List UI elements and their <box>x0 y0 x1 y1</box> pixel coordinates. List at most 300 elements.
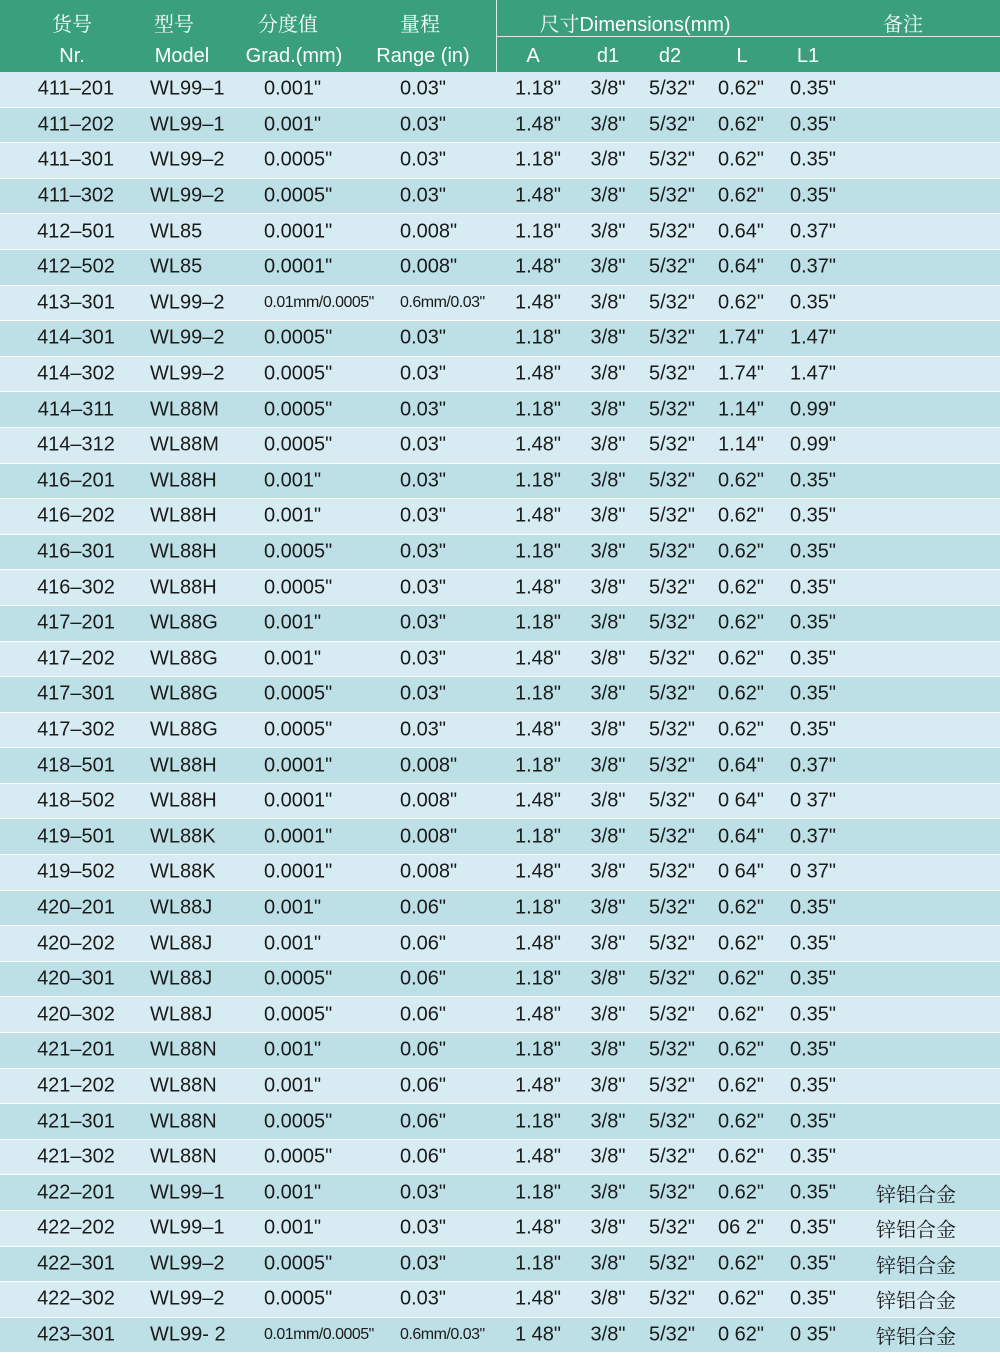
header-model-en: Model <box>154 45 210 67</box>
cell-a: 1.48" <box>514 932 562 955</box>
cell-l: 0.62" <box>717 611 765 634</box>
cell-d2: 5/32" <box>648 255 696 278</box>
cell-grad: 0.0005" <box>264 682 333 705</box>
cell-l1: 0.35" <box>789 1074 837 1097</box>
cell-a: 1.18" <box>514 682 562 705</box>
cell-l: 0.62" <box>717 540 765 563</box>
cell-a: 1.18" <box>514 220 562 243</box>
cell-d1: 3/8" <box>590 113 626 136</box>
cell-l1: 0.35" <box>789 718 837 741</box>
cell-l1: 0.35" <box>789 113 837 136</box>
cell-grad: 0.01mm/0.0005" <box>264 293 374 311</box>
cell-grad: 0.001" <box>264 113 322 136</box>
table-row <box>0 464 1000 500</box>
cell-d1: 3/8" <box>590 398 626 421</box>
table-row <box>0 926 1000 962</box>
cell-l1: 0.35" <box>789 291 837 314</box>
cell-l1: 0.35" <box>789 1110 837 1133</box>
cell-d1: 3/8" <box>590 469 626 492</box>
cell-d2: 5/32" <box>648 148 696 171</box>
cell-grad: 0.0001" <box>264 860 333 883</box>
cell-l1: 0.35" <box>789 1287 837 1310</box>
header-model-cn: 型号 <box>154 14 194 36</box>
table-row <box>0 108 1000 144</box>
cell-l1: 0.35" <box>789 896 837 919</box>
cell-nr: 416–301 <box>37 540 115 563</box>
cell-d1: 3/8" <box>590 825 626 848</box>
cell-l1: 0.35" <box>789 77 837 100</box>
cell-a: 1.18" <box>514 1038 562 1061</box>
cell-l: 0.62" <box>717 148 765 171</box>
cell-d1: 3/8" <box>590 1287 626 1310</box>
cell-nr: 422–201 <box>37 1181 115 1204</box>
cell-range: 0.03" <box>400 576 447 599</box>
table-row <box>0 286 1000 322</box>
table-row <box>0 784 1000 820</box>
table-row <box>0 1211 1000 1247</box>
cell-model: WL88N <box>150 1038 217 1061</box>
cell-grad: 0.001" <box>264 1074 322 1097</box>
table-row <box>0 606 1000 642</box>
cell-grad: 0.001" <box>264 611 322 634</box>
cell-l: 0.62" <box>717 1287 765 1310</box>
cell-note: 锌铝合金 <box>876 1290 956 1313</box>
cell-nr: 411–202 <box>37 113 115 136</box>
table-row <box>0 1069 1000 1105</box>
table-row <box>0 357 1000 393</box>
table-row <box>0 392 1000 428</box>
cell-l1: 0 37" <box>789 789 837 812</box>
cell-d1: 3/8" <box>590 1216 626 1239</box>
cell-a: 1.18" <box>514 611 562 634</box>
cell-d1: 3/8" <box>590 255 626 278</box>
cell-range: 0.03" <box>400 1216 447 1239</box>
cell-model: WL88H <box>150 469 217 492</box>
cell-model: WL88J <box>150 932 213 955</box>
cell-l: 0.62" <box>717 504 765 527</box>
cell-l1: 0 37" <box>789 860 837 883</box>
cell-range: 0.06" <box>400 1145 447 1168</box>
cell-grad: 0.0005" <box>264 184 333 207</box>
cell-l: 0.64" <box>717 220 765 243</box>
cell-l: 0.62" <box>717 184 765 207</box>
cell-range: 0.06" <box>400 1038 447 1061</box>
table-row <box>0 1318 1000 1354</box>
cell-range: 0.03" <box>400 647 447 670</box>
cell-model: WL88K <box>150 860 216 883</box>
cell-l1: 0 35" <box>789 1323 837 1346</box>
cell-l1: 0.35" <box>789 1145 837 1168</box>
cell-d2: 5/32" <box>648 504 696 527</box>
cell-l: 0.62" <box>717 113 765 136</box>
cell-range: 0.008" <box>400 789 458 812</box>
table-row <box>0 179 1000 215</box>
cell-d1: 3/8" <box>590 896 626 919</box>
cell-a: 1.48" <box>514 504 562 527</box>
cell-range: 0.03" <box>400 184 447 207</box>
cell-d2: 5/32" <box>648 1323 696 1346</box>
cell-range: 0.03" <box>400 398 447 421</box>
table-row <box>0 962 1000 998</box>
cell-range: 0.03" <box>400 362 447 385</box>
table-row <box>0 891 1000 927</box>
cell-l: 0.62" <box>717 1145 765 1168</box>
cell-a: 1.18" <box>514 1181 562 1204</box>
cell-d2: 5/32" <box>648 1252 696 1275</box>
cell-range: 0.03" <box>400 77 447 100</box>
cell-nr: 420–201 <box>37 896 115 919</box>
cell-d2: 5/32" <box>648 1145 696 1168</box>
cell-a: 1.48" <box>514 1145 562 1168</box>
cell-model: WL99–1 <box>150 113 225 136</box>
cell-a: 1.48" <box>514 362 562 385</box>
cell-l1: 0.35" <box>789 611 837 634</box>
table-row <box>0 855 1000 891</box>
cell-range: 0.6mm/0.03" <box>400 1326 485 1344</box>
cell-a: 1.18" <box>514 398 562 421</box>
cell-range: 0.03" <box>400 682 447 705</box>
cell-a: 1.18" <box>514 754 562 777</box>
cell-grad: 0.001" <box>264 1181 322 1204</box>
cell-l: 0.62" <box>717 896 765 919</box>
cell-model: WL85 <box>150 220 203 243</box>
cell-d2: 5/32" <box>648 860 696 883</box>
cell-a: 1.48" <box>514 1074 562 1097</box>
cell-model: WL88H <box>150 540 217 563</box>
cell-grad: 0.001" <box>264 77 322 100</box>
table-row <box>0 997 1000 1033</box>
cell-l: 0.62" <box>717 1038 765 1061</box>
cell-d1: 3/8" <box>590 682 626 705</box>
cell-a: 1.48" <box>514 860 562 883</box>
cell-d2: 5/32" <box>648 184 696 207</box>
cell-d1: 3/8" <box>590 1110 626 1133</box>
cell-d1: 3/8" <box>590 1252 626 1275</box>
cell-l1: 0.35" <box>789 1216 837 1239</box>
cell-d1: 3/8" <box>590 504 626 527</box>
cell-l: 0.64" <box>717 754 765 777</box>
table-row <box>0 677 1000 713</box>
cell-grad: 0.0001" <box>264 789 333 812</box>
cell-l1: 0.99" <box>789 398 837 421</box>
cell-a: 1.48" <box>514 433 562 456</box>
cell-model: WL88J <box>150 1003 213 1026</box>
cell-range: 0.06" <box>400 1074 447 1097</box>
cell-model: WL88H <box>150 754 217 777</box>
header-nr-cn: 货号 <box>52 14 92 36</box>
cell-a: 1.18" <box>514 1252 562 1275</box>
cell-nr: 417–302 <box>37 718 115 741</box>
cell-d1: 3/8" <box>590 932 626 955</box>
cell-grad: 0.0005" <box>264 967 333 990</box>
cell-a: 1.48" <box>514 789 562 812</box>
cell-nr: 419–501 <box>37 825 115 848</box>
table-row <box>0 143 1000 179</box>
cell-a: 1.18" <box>514 967 562 990</box>
cell-grad: 0.0005" <box>264 433 333 456</box>
cell-l1: 0.35" <box>789 647 837 670</box>
cell-nr: 411–301 <box>37 148 115 171</box>
cell-a: 1.48" <box>514 184 562 207</box>
cell-l: 0 62" <box>717 1323 765 1346</box>
cell-model: WL85 <box>150 255 203 278</box>
cell-l: 0 64" <box>717 789 765 812</box>
cell-l: 0.62" <box>717 469 765 492</box>
cell-nr: 412–501 <box>37 220 115 243</box>
cell-d1: 3/8" <box>590 1003 626 1026</box>
table-row <box>0 1247 1000 1283</box>
cell-d2: 5/32" <box>648 469 696 492</box>
cell-nr: 414–301 <box>37 326 115 349</box>
cell-l: 0.62" <box>717 932 765 955</box>
table-row <box>0 713 1000 749</box>
cell-range: 0.03" <box>400 540 447 563</box>
cell-l: 1.14" <box>717 433 765 456</box>
cell-range: 0.008" <box>400 860 458 883</box>
cell-note: 锌铝合金 <box>876 1219 956 1242</box>
cell-l: 0.62" <box>717 1181 765 1204</box>
cell-nr: 417–201 <box>37 611 115 634</box>
cell-d2: 5/32" <box>648 1110 696 1133</box>
cell-model: WL88N <box>150 1074 217 1097</box>
cell-nr: 420–202 <box>37 932 115 955</box>
cell-range: 0.03" <box>400 504 447 527</box>
cell-model: WL99–1 <box>150 1216 225 1239</box>
cell-l: 06 2" <box>717 1216 765 1239</box>
cell-l: 0.64" <box>717 255 765 278</box>
cell-grad: 0.0005" <box>264 1145 333 1168</box>
cell-nr: 419–502 <box>37 860 115 883</box>
cell-model: WL99–2 <box>150 362 225 385</box>
cell-d2: 5/32" <box>648 611 696 634</box>
cell-range: 0.06" <box>400 896 447 919</box>
cell-grad: 0.0005" <box>264 576 333 599</box>
cell-grad: 0.0005" <box>264 1003 333 1026</box>
cell-l1: 0.35" <box>789 469 837 492</box>
cell-d1: 3/8" <box>590 184 626 207</box>
cell-l1: 0.35" <box>789 576 837 599</box>
cell-nr: 418–502 <box>37 789 115 812</box>
cell-grad: 0.01mm/0.0005" <box>264 1326 374 1344</box>
cell-l1: 0.35" <box>789 932 837 955</box>
cell-range: 0.03" <box>400 433 447 456</box>
cell-l1: 0.35" <box>789 967 837 990</box>
cell-l: 0.62" <box>717 1074 765 1097</box>
cell-grad: 0.001" <box>264 504 322 527</box>
cell-d2: 5/32" <box>648 932 696 955</box>
table-header <box>0 0 1000 72</box>
cell-model: WL88J <box>150 967 213 990</box>
cell-l: 0.62" <box>717 647 765 670</box>
table-row <box>0 72 1000 108</box>
cell-d2: 5/32" <box>648 1038 696 1061</box>
cell-note: 锌铝合金 <box>876 1255 956 1278</box>
cell-grad: 0.0005" <box>264 398 333 421</box>
cell-d2: 5/32" <box>648 540 696 563</box>
cell-l1: 0.99" <box>789 433 837 456</box>
cell-d2: 5/32" <box>648 967 696 990</box>
header-d1: d1 <box>596 45 620 67</box>
cell-d1: 3/8" <box>590 326 626 349</box>
table-row <box>0 642 1000 678</box>
cell-model: WL88K <box>150 825 216 848</box>
cell-a: 1.18" <box>514 77 562 100</box>
cell-model: WL88M <box>150 433 219 456</box>
table-row <box>0 1033 1000 1069</box>
cell-nr: 422–301 <box>37 1252 115 1275</box>
cell-model: WL88M <box>150 398 219 421</box>
cell-a: 1.18" <box>514 469 562 492</box>
cell-d1: 3/8" <box>590 1323 626 1346</box>
cell-nr: 416–202 <box>37 504 115 527</box>
cell-l1: 0.35" <box>789 1038 837 1061</box>
header-nr-en: Nr. <box>59 45 85 67</box>
cell-nr: 417–301 <box>37 682 115 705</box>
cell-nr: 414–312 <box>37 433 115 456</box>
cell-d1: 3/8" <box>590 754 626 777</box>
cell-l1: 0.37" <box>789 825 837 848</box>
cell-d1: 3/8" <box>590 148 626 171</box>
cell-d1: 3/8" <box>590 1181 626 1204</box>
cell-range: 0.6mm/0.03" <box>400 293 485 311</box>
cell-model: WL99- 2 <box>150 1323 226 1346</box>
table-row <box>0 499 1000 535</box>
table-row <box>0 1140 1000 1176</box>
cell-range: 0.03" <box>400 1287 447 1310</box>
cell-a: 1.18" <box>514 896 562 919</box>
cell-a: 1.18" <box>514 1110 562 1133</box>
cell-l: 0.62" <box>717 291 765 314</box>
cell-grad: 0.001" <box>264 1038 322 1061</box>
cell-l1: 0.35" <box>789 504 837 527</box>
cell-range: 0.03" <box>400 326 447 349</box>
cell-range: 0.06" <box>400 1110 447 1133</box>
cell-model: WL88G <box>150 718 218 741</box>
cell-l: 1.74" <box>717 326 765 349</box>
cell-d2: 5/32" <box>648 1003 696 1026</box>
cell-nr: 416–302 <box>37 576 115 599</box>
cell-grad: 0.0001" <box>264 825 333 848</box>
cell-d1: 3/8" <box>590 789 626 812</box>
cell-d1: 3/8" <box>590 718 626 741</box>
cell-range: 0.03" <box>400 611 447 634</box>
cell-l1: 1.47" <box>789 326 837 349</box>
cell-nr: 422–302 <box>37 1287 115 1310</box>
cell-model: WL88G <box>150 611 218 634</box>
cell-grad: 0.0005" <box>264 718 333 741</box>
cell-l1: 0.35" <box>789 1252 837 1275</box>
cell-a: 1.18" <box>514 825 562 848</box>
cell-d2: 5/32" <box>648 1074 696 1097</box>
cell-d2: 5/32" <box>648 326 696 349</box>
cell-nr: 421–302 <box>37 1145 115 1168</box>
cell-nr: 420–301 <box>37 967 115 990</box>
cell-nr: 418–501 <box>37 754 115 777</box>
cell-range: 0.008" <box>400 754 458 777</box>
cell-d2: 5/32" <box>648 77 696 100</box>
cell-a: 1 48" <box>514 1323 562 1346</box>
cell-d2: 5/32" <box>648 789 696 812</box>
cell-grad: 0.001" <box>264 932 322 955</box>
cell-d2: 5/32" <box>648 754 696 777</box>
cell-model: WL88G <box>150 682 218 705</box>
cell-model: WL99–2 <box>150 184 225 207</box>
cell-range: 0.03" <box>400 148 447 171</box>
header-range-cn: 量程 <box>400 14 440 36</box>
cell-model: WL99–2 <box>150 291 225 314</box>
header-l: L <box>736 45 748 67</box>
cell-range: 0.06" <box>400 967 447 990</box>
cell-d1: 3/8" <box>590 291 626 314</box>
cell-range: 0.008" <box>400 825 458 848</box>
cell-d2: 5/32" <box>648 576 696 599</box>
cell-l1: 0.35" <box>789 540 837 563</box>
cell-d1: 3/8" <box>590 860 626 883</box>
header-range-en: Range (in) <box>376 45 470 67</box>
cell-range: 0.03" <box>400 469 447 492</box>
cell-grad: 0.0001" <box>264 754 333 777</box>
cell-l: 0.62" <box>717 1003 765 1026</box>
cell-nr: 421–201 <box>37 1038 115 1061</box>
cell-grad: 0.001" <box>264 647 322 670</box>
cell-nr: 423–301 <box>37 1323 115 1346</box>
cell-grad: 0.0005" <box>264 540 333 563</box>
cell-grad: 0.0005" <box>264 1287 333 1310</box>
cell-d2: 5/32" <box>648 291 696 314</box>
header-grad-cn: 分度值 <box>258 14 318 36</box>
table-row <box>0 1282 1000 1318</box>
table-row <box>0 321 1000 357</box>
cell-nr: 421–202 <box>37 1074 115 1097</box>
cell-nr: 411–201 <box>37 77 115 100</box>
header-a: A <box>526 45 540 67</box>
header-grad-en: Grad.(mm) <box>245 45 343 67</box>
cell-nr: 417–202 <box>37 647 115 670</box>
cell-l1: 0.35" <box>789 682 837 705</box>
cell-grad: 0.0001" <box>264 220 333 243</box>
table-row <box>0 535 1000 571</box>
cell-model: WL88N <box>150 1145 217 1168</box>
cell-model: WL99–1 <box>150 77 225 100</box>
cell-a: 1.48" <box>514 1216 562 1239</box>
cell-a: 1.48" <box>514 291 562 314</box>
cell-l: 0.64" <box>717 825 765 848</box>
table-row <box>0 1104 1000 1140</box>
cell-grad: 0.0005" <box>264 1110 333 1133</box>
cell-d1: 3/8" <box>590 1038 626 1061</box>
table-row <box>0 1175 1000 1211</box>
cell-l: 0.62" <box>717 77 765 100</box>
cell-d1: 3/8" <box>590 611 626 634</box>
cell-d1: 3/8" <box>590 1074 626 1097</box>
cell-l1: 0.35" <box>789 1181 837 1204</box>
cell-d2: 5/32" <box>648 220 696 243</box>
cell-d1: 3/8" <box>590 540 626 563</box>
cell-l: 0.62" <box>717 718 765 741</box>
cell-range: 0.03" <box>400 113 447 136</box>
cell-l1: 0.37" <box>789 255 837 278</box>
cell-grad: 0.0005" <box>264 362 333 385</box>
cell-l: 0.62" <box>717 576 765 599</box>
cell-l1: 1.47" <box>789 362 837 385</box>
cell-a: 1.18" <box>514 540 562 563</box>
cell-model: WL88G <box>150 647 218 670</box>
cell-d1: 3/8" <box>590 433 626 456</box>
cell-a: 1.48" <box>514 1287 562 1310</box>
cell-nr: 422–202 <box>37 1216 115 1239</box>
cell-l: 0.62" <box>717 1110 765 1133</box>
cell-grad: 0.0005" <box>264 1252 333 1275</box>
